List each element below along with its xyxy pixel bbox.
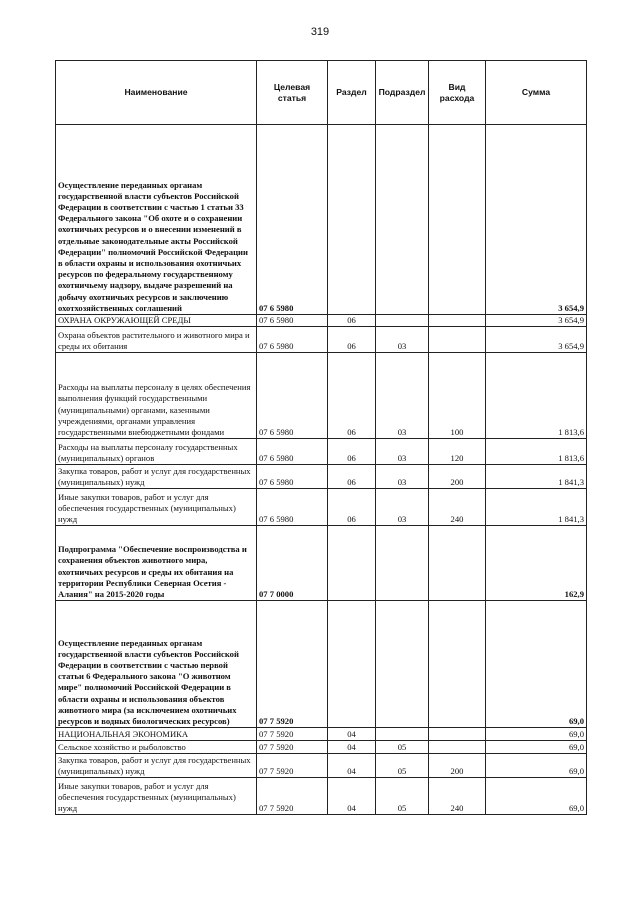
row-name: Сельское хозяйство и рыболовство — [56, 741, 257, 754]
row-expense-type — [429, 526, 486, 601]
table-row — [56, 741, 587, 754]
row-amount: 1 813,6 — [486, 439, 587, 465]
row-section: 04 — [328, 728, 376, 741]
row-subsection — [376, 125, 429, 315]
row-expense-type: 100 — [429, 353, 486, 439]
table-row — [56, 125, 587, 315]
row-target-article: 07 7 5920 — [257, 778, 328, 815]
row-section: 06 — [328, 353, 376, 439]
row-section — [328, 526, 376, 601]
row-name: Расходы на выплаты персоналу в целях обеспечения выполнения функций государственными (муниципальными) органами, казенными учреждениями, органами управления государственными внебюджетными фондами — [56, 353, 257, 439]
row-name: Иные закупки товаров, работ и услуг для обеспечения государственных (муниципальных) нужд — [56, 778, 257, 815]
row-amount: 1 841,3 — [486, 489, 587, 526]
row-section: 06 — [328, 315, 376, 327]
row-subsection: 03 — [376, 327, 429, 353]
header-expense-type: Вид расхода — [429, 61, 486, 125]
row-amount: 69,0 — [486, 754, 587, 778]
row-subsection: 03 — [376, 489, 429, 526]
row-target-article: 07 6 5980 — [257, 353, 328, 439]
row-section — [328, 601, 376, 728]
table-row — [56, 728, 587, 741]
row-name: Охрана объектов растительного и животного мира и среды их обитания — [56, 327, 257, 353]
row-section: 04 — [328, 741, 376, 754]
row-name: Иные закупки товаров, работ и услуг для обеспечения государственных (муниципальных) нужд — [56, 489, 257, 526]
row-expense-type: 200 — [429, 465, 486, 489]
header-section: Раздел — [328, 61, 376, 125]
row-subsection: 03 — [376, 465, 429, 489]
row-section — [328, 125, 376, 315]
header-amount: Сумма — [486, 61, 587, 125]
row-name: Расходы на выплаты персоналу государственных (муниципальных) органов — [56, 439, 257, 465]
row-target-article: 07 6 5980 — [257, 327, 328, 353]
row-expense-type — [429, 741, 486, 754]
row-section: 06 — [328, 327, 376, 353]
row-name: ОХРАНА ОКРУЖАЮЩЕЙ СРЕДЫ — [56, 315, 257, 327]
table-row — [56, 526, 587, 601]
row-section: 06 — [328, 489, 376, 526]
row-target-article: 07 7 5920 — [257, 754, 328, 778]
table-row — [56, 315, 587, 327]
row-subsection: 03 — [376, 353, 429, 439]
row-amount: 69,0 — [486, 778, 587, 815]
row-amount: 162,9 — [486, 526, 587, 601]
table-row — [56, 439, 587, 465]
row-name: Подпрограмма "Обеспечение воспроизводства и сохранения объектов животного мира, охотничьих ресурсов и среды их обитания на территории Республики Северная Осетия - Алания" на 2015-2020 годы — [56, 526, 257, 601]
row-name: Осуществление переданных органам государственной власти субъектов Российской Федерации в соответствии с частью 1 статьи 33 Федерального закона "Об охоте и о сохранении охотничьих ресурсов и о внесении изменений в отдельные законодательные акты Российской Федерации" полномочий Российской Федерации в области охраны и использования охотничьих ресурсов по федеральному государственному охотничьему надзору, выдаче разрешений на добычу охотничьих ресурсов и заключению охотхозяйственных соглашений — [56, 125, 257, 315]
row-subsection: 03 — [376, 439, 429, 465]
row-amount: 1 813,6 — [486, 353, 587, 439]
row-section: 04 — [328, 754, 376, 778]
row-name: Закупка товаров, работ и услуг для государственных (муниципальных) нужд — [56, 465, 257, 489]
row-target-article: 07 7 5920 — [257, 728, 328, 741]
row-target-article: 07 6 5980 — [257, 465, 328, 489]
row-name: НАЦИОНАЛЬНАЯ ЭКОНОМИКА — [56, 728, 257, 741]
row-section: 06 — [328, 465, 376, 489]
row-section: 04 — [328, 778, 376, 815]
row-expense-type: 200 — [429, 754, 486, 778]
row-amount: 3 654,9 — [486, 125, 587, 315]
row-amount: 3 654,9 — [486, 315, 587, 327]
row-amount: 69,0 — [486, 728, 587, 741]
row-target-article: 07 7 0000 — [257, 526, 328, 601]
table-header-row — [56, 61, 587, 125]
table-row — [56, 489, 587, 526]
row-amount: 69,0 — [486, 601, 587, 728]
row-subsection — [376, 728, 429, 741]
header-subsection: Подраздел — [376, 61, 429, 125]
row-amount: 3 654,9 — [486, 327, 587, 353]
row-expense-type — [429, 601, 486, 728]
table-row — [56, 778, 587, 815]
row-subsection — [376, 315, 429, 327]
row-expense-type — [429, 327, 486, 353]
row-target-article: 07 6 5980 — [257, 125, 328, 315]
table-row — [56, 465, 587, 489]
header-name: Наименование — [56, 61, 257, 125]
table-row — [56, 601, 587, 728]
row-subsection: 05 — [376, 778, 429, 815]
row-expense-type: 240 — [429, 778, 486, 815]
row-target-article: 07 6 5980 — [257, 489, 328, 526]
header-target-article: Целевая статья — [257, 61, 328, 125]
row-expense-type: 240 — [429, 489, 486, 526]
table-row — [56, 327, 587, 353]
table-row — [56, 353, 587, 439]
row-expense-type — [429, 315, 486, 327]
row-subsection — [376, 601, 429, 728]
row-subsection — [376, 526, 429, 601]
row-subsection: 05 — [376, 754, 429, 778]
row-section: 06 — [328, 439, 376, 465]
row-target-article: 07 7 5920 — [257, 741, 328, 754]
row-target-article: 07 6 5980 — [257, 315, 328, 327]
table-row — [56, 754, 587, 778]
page-number: 319 — [310, 26, 330, 38]
row-name: Закупка товаров, работ и услуг для государственных (муниципальных) нужд — [56, 754, 257, 778]
row-target-article: 07 7 5920 — [257, 601, 328, 728]
row-target-article: 07 6 5980 — [257, 439, 328, 465]
row-expense-type — [429, 728, 486, 741]
row-expense-type: 120 — [429, 439, 486, 465]
row-amount: 69,0 — [486, 741, 587, 754]
row-amount: 1 841,3 — [486, 465, 587, 489]
row-expense-type — [429, 125, 486, 315]
budget-table — [55, 60, 587, 815]
row-name: Осуществление переданных органам государственной власти субъектов Российской Федерации в соответствии с частью первой статьи 6 Федерального закона "О животном мире" полномочий Российской Федерации в области охраны и использования объектов животного мира (за исключением охотничьих ресурсов и водных биологических ресурсов) — [56, 601, 257, 728]
row-subsection: 05 — [376, 741, 429, 754]
